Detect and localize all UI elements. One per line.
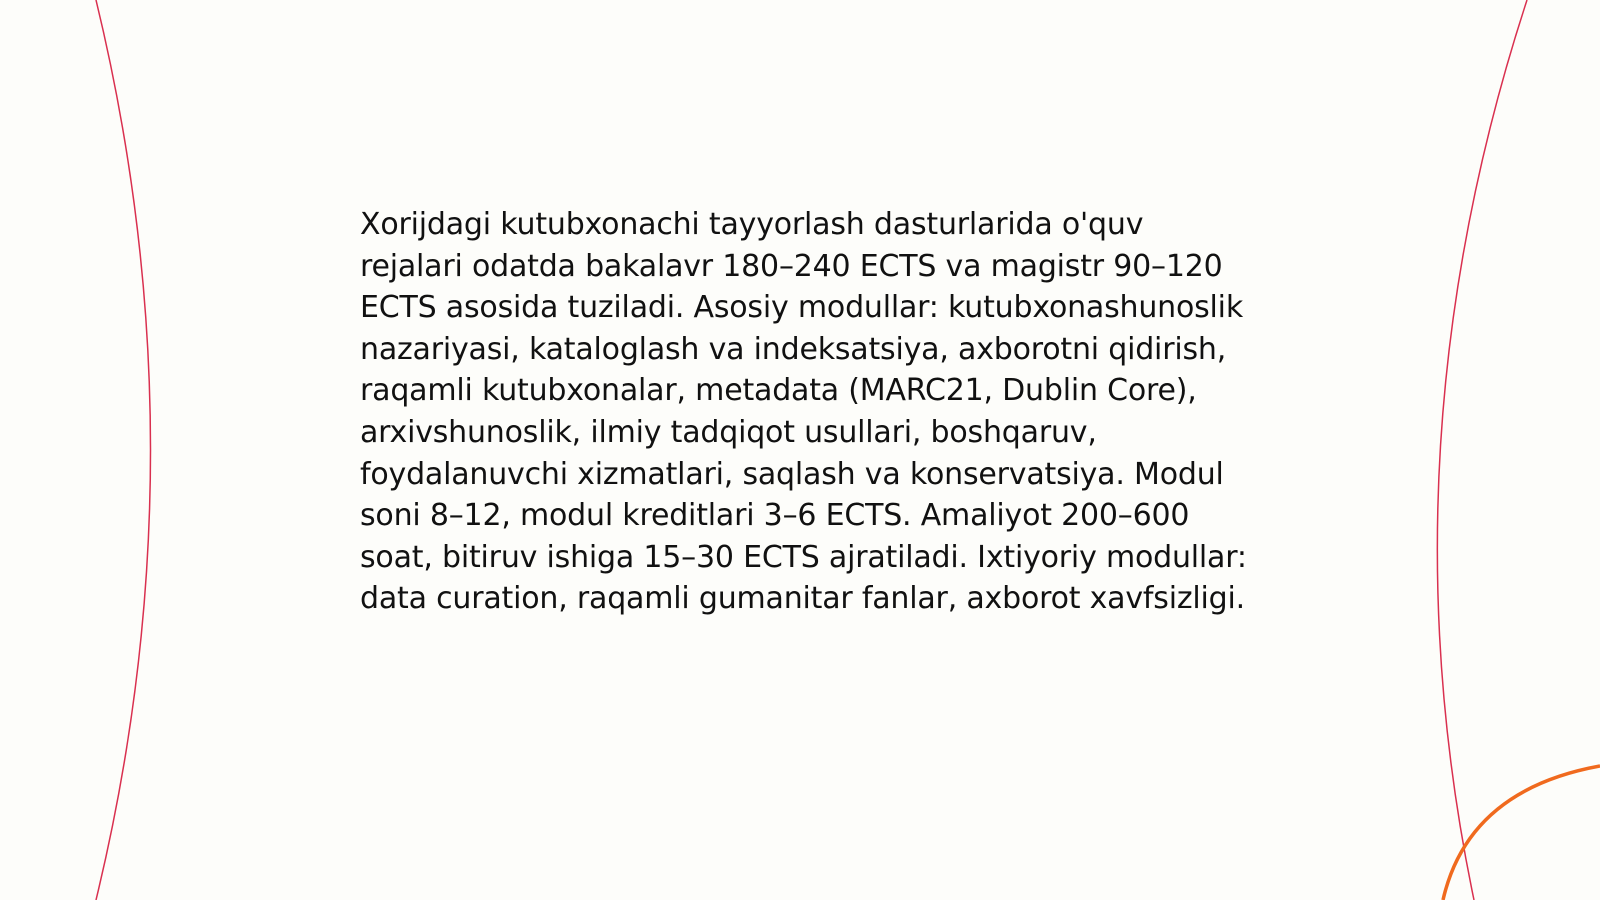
slide-body-text: Xorijdagi kutubxonachi tayyorlash dasturlarida o'quv rejalari odatda bakalavr 180–240 ECTS va magistr 90–120 ECTS asosida tuziladi. Asosiy modullar: kutubxonashunoslik nazariyasi, kataloglash va indeksatsiya, axborotni qidirish, raqamli kutubxonalar, metadata (MARC21, Dublin Core), arxivshunoslik, ilmiy tadqiqot usullari, boshqaruv, foydalanuvchi xizmatlari, saqlash va konservatsiya. Modul soni 8–12, modul kreditlari 3–6 ECTS. Amaliyot 200–600 soat, bitiruv ishiga 15–30 ECTS ajratiladi. Ixtiyoriy modullar: data curation, raqamli gumanitar fanlar, axborot xavfsizligi. — [360, 207, 1247, 617]
left-arc — [96, 0, 151, 900]
orange-accent-arc — [1443, 766, 1600, 900]
right-arc — [1437, 0, 1527, 900]
